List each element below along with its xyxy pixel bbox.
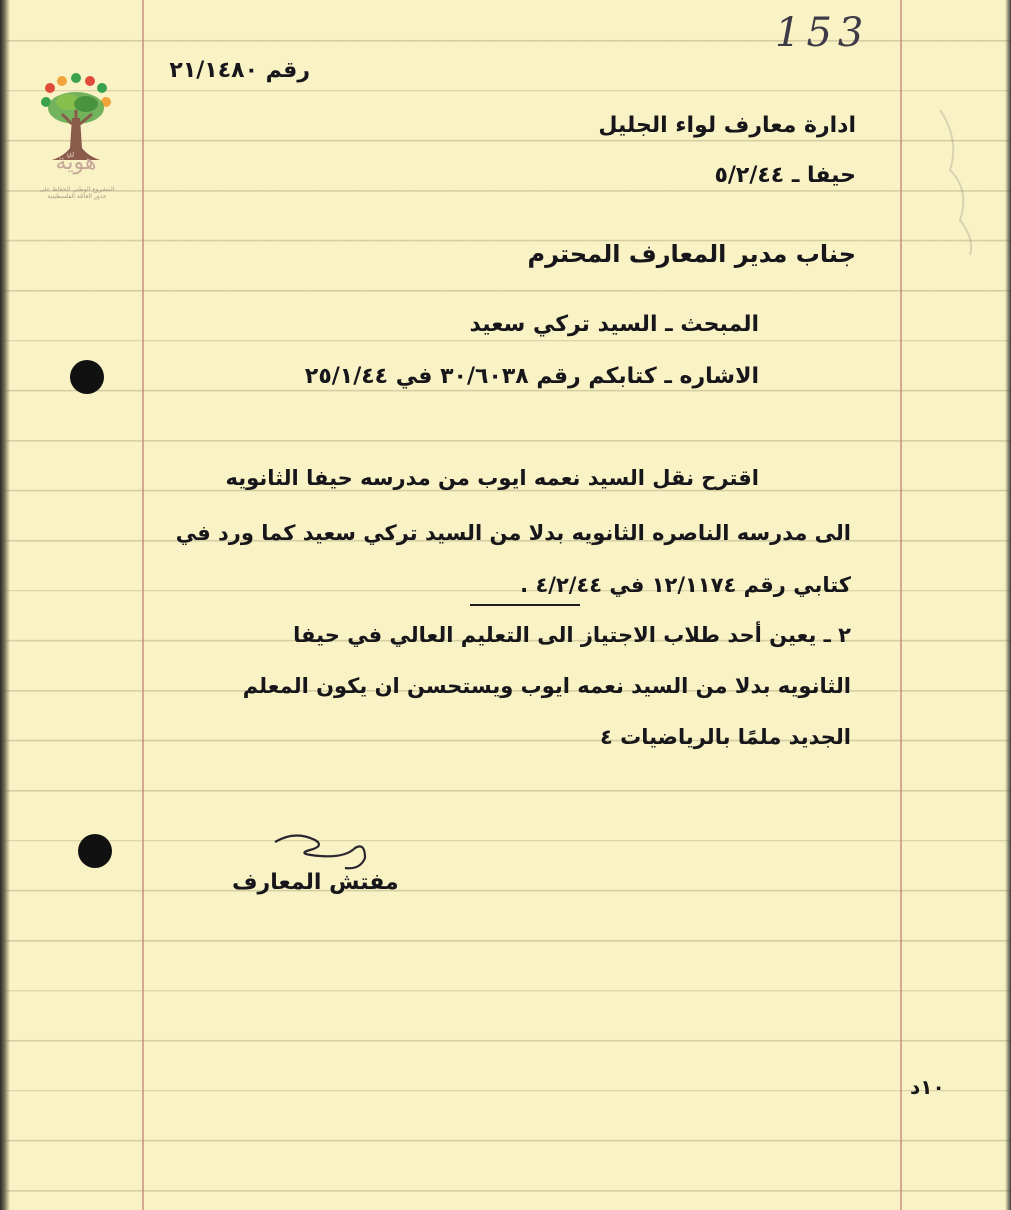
body-line: الجديد ملمًا بالرياضيات ٤ [599, 725, 851, 749]
page-number: 153 [775, 10, 870, 56]
left-page-edge [0, 0, 10, 1210]
place-and-date: حيفا ـ ٥/٢/٤٤ [714, 163, 856, 188]
department-name: ادارة معارف لواء الجليل [598, 113, 856, 138]
reference-number: رقم ٢١/١٤٨٠ [169, 58, 310, 83]
corner-mark: ١٠د [910, 1075, 945, 1099]
body-line: الى مدرسه الناصره الثانويه بدلا من السيد تركي سعيد كما ورد في [175, 521, 851, 545]
hawiya-logo-icon [38, 54, 114, 204]
signature-title: مفتش المعارف [232, 870, 399, 895]
reference-line: الاشاره ـ كتابكم رقم ٣٠/٦٠٣٨ في ٢٥/١/٤٤ [304, 364, 759, 389]
body-line: كتابي رقم ١٢/١١٧٤ في ٤/٢/٤٤ . [520, 573, 851, 597]
body-line: الثانويه بدلا من السيد نعمه ايوب ويستحسن ان يكون المعلم [242, 674, 851, 698]
right-margin-rule [900, 0, 902, 1210]
punch-hole [70, 360, 104, 394]
body-line: ٢ ـ يعين أحد طلاب الاجتياز الى التعليم العالي في حيفا [293, 623, 851, 647]
logo-caption: المشروع الوطني للحفاظ على جذور العائلة الفلسطينية [39, 186, 115, 200]
body-line: اقترح نقل السيد نعمه ايوب من مدرسه حيفا الثانويه [225, 466, 759, 490]
subject-line: المبحث ـ السيد تركي سعيد [469, 312, 759, 337]
logo-wordmark: هويّة [55, 150, 97, 175]
punch-hole [78, 834, 112, 868]
left-margin-rule [142, 0, 144, 1210]
faint-pencil-mark [930, 100, 990, 260]
date-underline [470, 604, 580, 606]
right-page-edge [1005, 0, 1011, 1210]
addressee: جناب مدير المعارف المحترم [527, 240, 856, 268]
